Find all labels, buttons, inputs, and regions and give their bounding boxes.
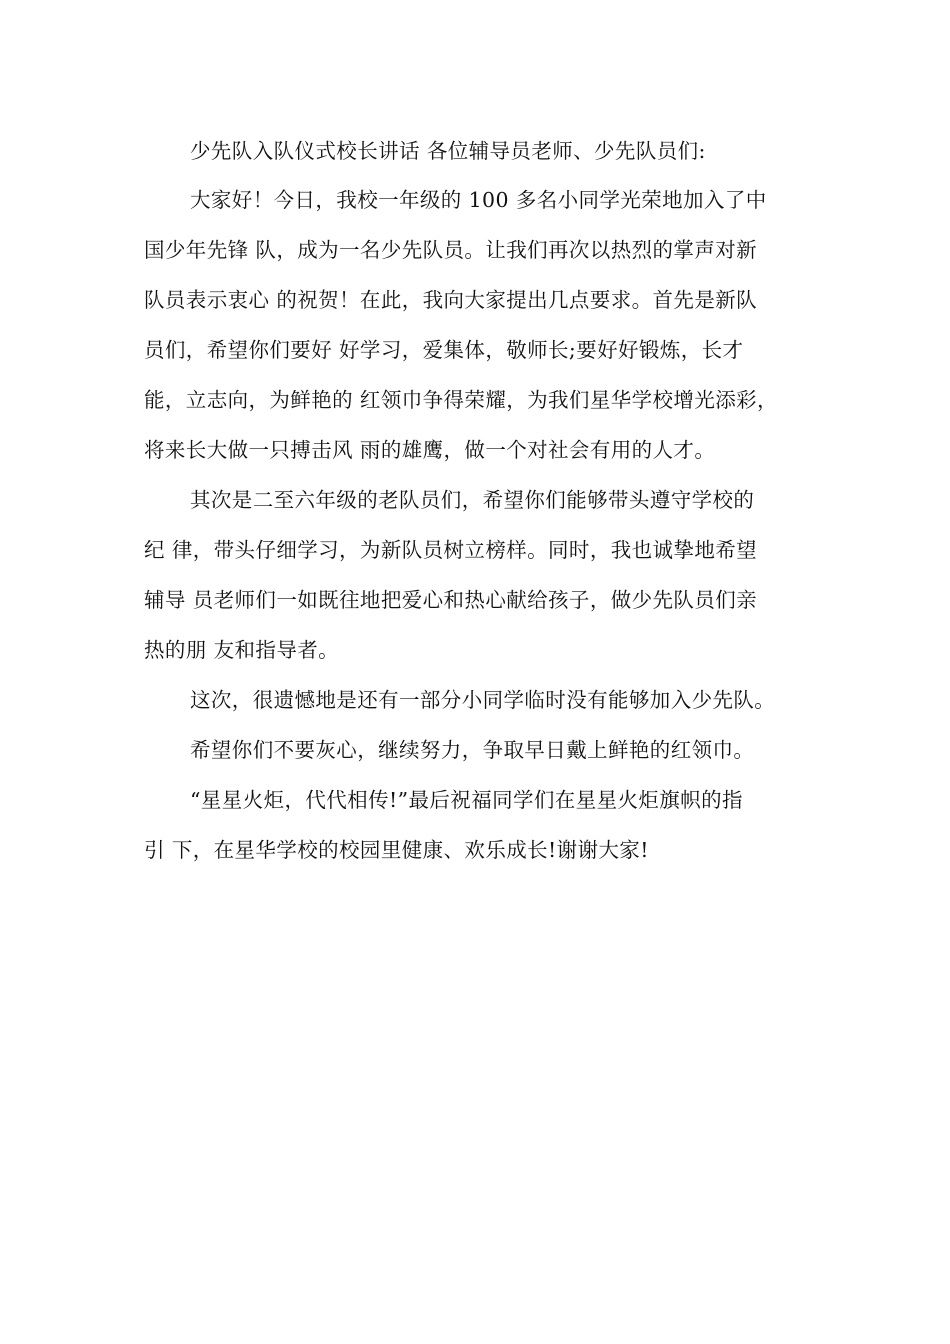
text-line-9: 纪 律，带头仔细学习，为新队员树立榜样。同时，我也诚挚地希望 <box>144 538 758 562</box>
text-line-2: 大家好！今日，我校一年级的 100 多名小同学光荣地加入了中 <box>190 188 767 212</box>
text-line-14: “星星火炬，代代相传!”最后祝福同学们在星星火炬旗帜的指 <box>190 788 743 812</box>
text-line-7: 将来长大做一只搏击风 雨的雄鹰，做一个对社会有用的人才。 <box>144 438 716 462</box>
text-line-1: 少先队入队仪式校长讲话 各位辅导员老师、少先队员们: <box>190 139 706 163</box>
text-line-13: 希望你们不要灰心，继续努力，争取早日戴上鲜艳的红领巾。 <box>190 738 755 762</box>
text-line-6: 能，立志向，为鲜艳的 红领巾争得荣耀，为我们星华学校增光添彩， <box>144 388 778 412</box>
text-line-11: 热的朋 友和指导者。 <box>144 638 340 662</box>
text-line-5: 员们，希望你们要好 好学习，爱集体，敬师长;要好好锻炼，长才 <box>144 338 744 362</box>
text-line-12: 这次，很遗憾地是还有一部分小同学临时没有能够加入少先队。 <box>190 688 776 712</box>
text-line-3: 国少年先锋 队，成为一名少先队员。让我们再次以热烈的掌声对新 <box>144 238 758 262</box>
text-line-15: 引 下，在星华学校的校园里健康、欢乐成长!谢谢大家! <box>144 838 649 862</box>
text-line-10: 辅导 员老师们一如既往地把爱心和热心献给孩子，做少先队员们亲 <box>144 588 758 612</box>
text-line-8: 其次是二至六年级的老队员们，希望你们能够带头遵守学校的 <box>190 488 755 512</box>
text-line-4: 队员表示衷心 的祝贺！在此，我向大家提出几点要求。首先是新队 <box>144 288 758 312</box>
